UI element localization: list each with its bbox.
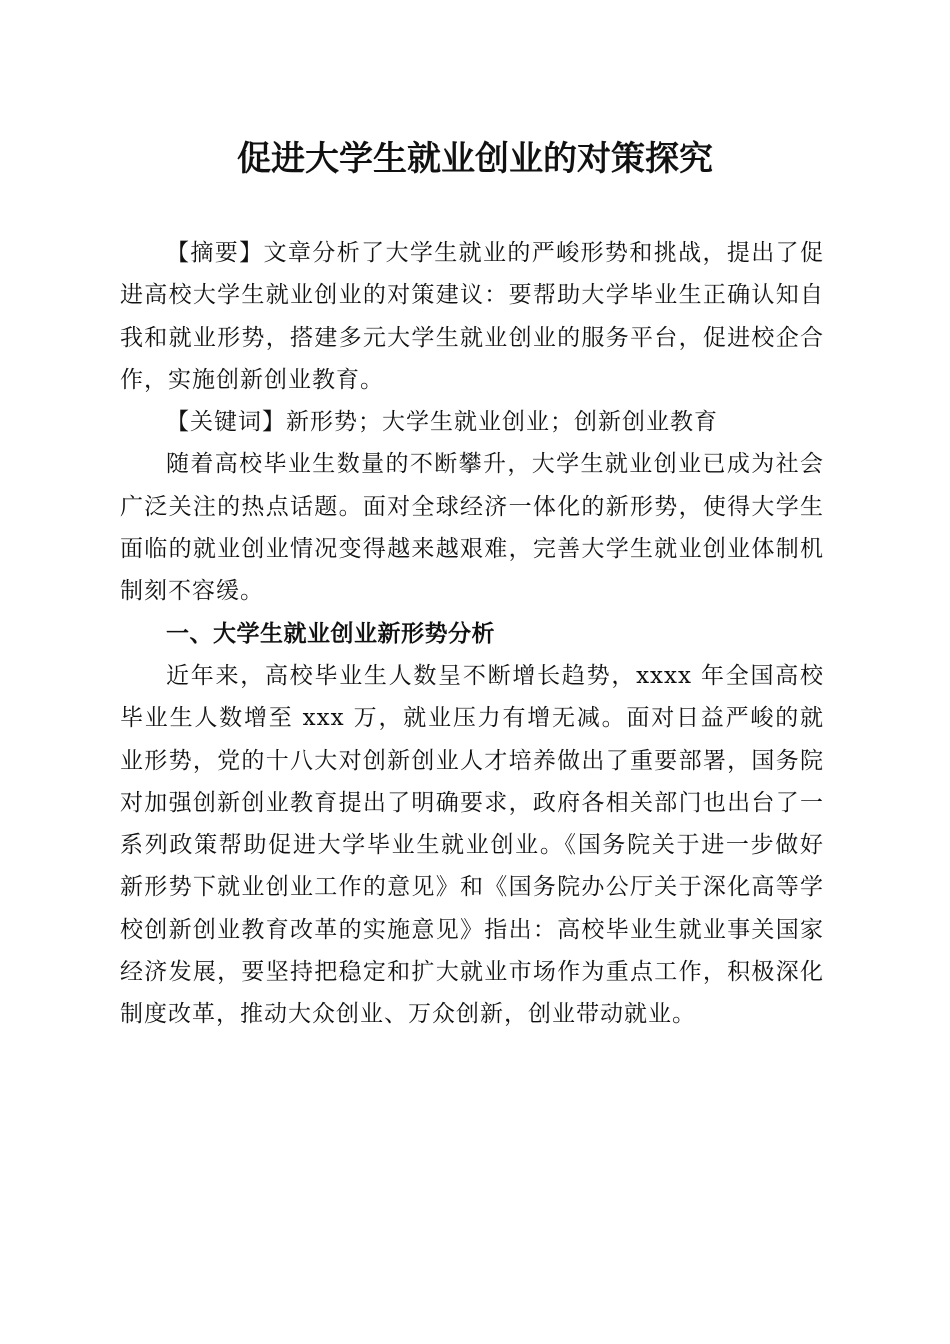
- document-body: [120, 232, 824, 1036]
- section-heading: 一、大学生就业创业新形势分析: [166, 620, 495, 647]
- abstract-label: 【摘要】: [166, 240, 264, 266]
- document-title: 促进大学生就业创业的对策探究: [237, 139, 713, 179]
- intro-paragraph: 随着高校毕业生数量的不断攀升，大学生就业创业已成为社会广泛关注的热点话题。面对全球经济一体化的新形势，使得大学生面临的就业创业情况变得越来越艰难，完善大学生就业创业体制机制刻不容缓。: [120, 451, 824, 605]
- abstract-text: 文章分析了大学生就业的严峻形势和挑战，提出了促进高校大学生就业创业的对策建议：要帮助大学毕业生正确认知自我和就业形势，搭建多元大学生就业创业的服务平台，促进校企合作，实施创新创业教育。: [120, 240, 825, 393]
- keywords-text: 新形势；大学生就业创业；创新创业教育: [286, 409, 718, 436]
- abstract-paragraph: [120, 232, 824, 401]
- section-paragraph: 近年来，高校毕业生人数呈不断增长趋势，xxxx 年全国高校毕业生人数增至 xxx 万，就业压力有增无减。面对日益严峻的就业形势，党的十八大对创新创业人才培养做出了重要部署，国务院对加强创新创业教育提出了明确要求，政府各相关部门也出台了一系列政策帮助促进大学毕业生就业创业。《国务院关于进一步做好新形势下就业创业工作的意见》和《国务院办公厅关于深化高等学校创新创业教育改革的实施意见》指出：高校毕业生就业事关国家经济发展，要坚持把稳定和扩大就业市场作为重点工作，积极深化制度改革，推动大众创业、万众创新，创业带动就业。: [120, 662, 824, 1028]
- keywords-paragraph: [120, 401, 824, 443]
- keywords-label: 【关键词】: [166, 409, 286, 436]
